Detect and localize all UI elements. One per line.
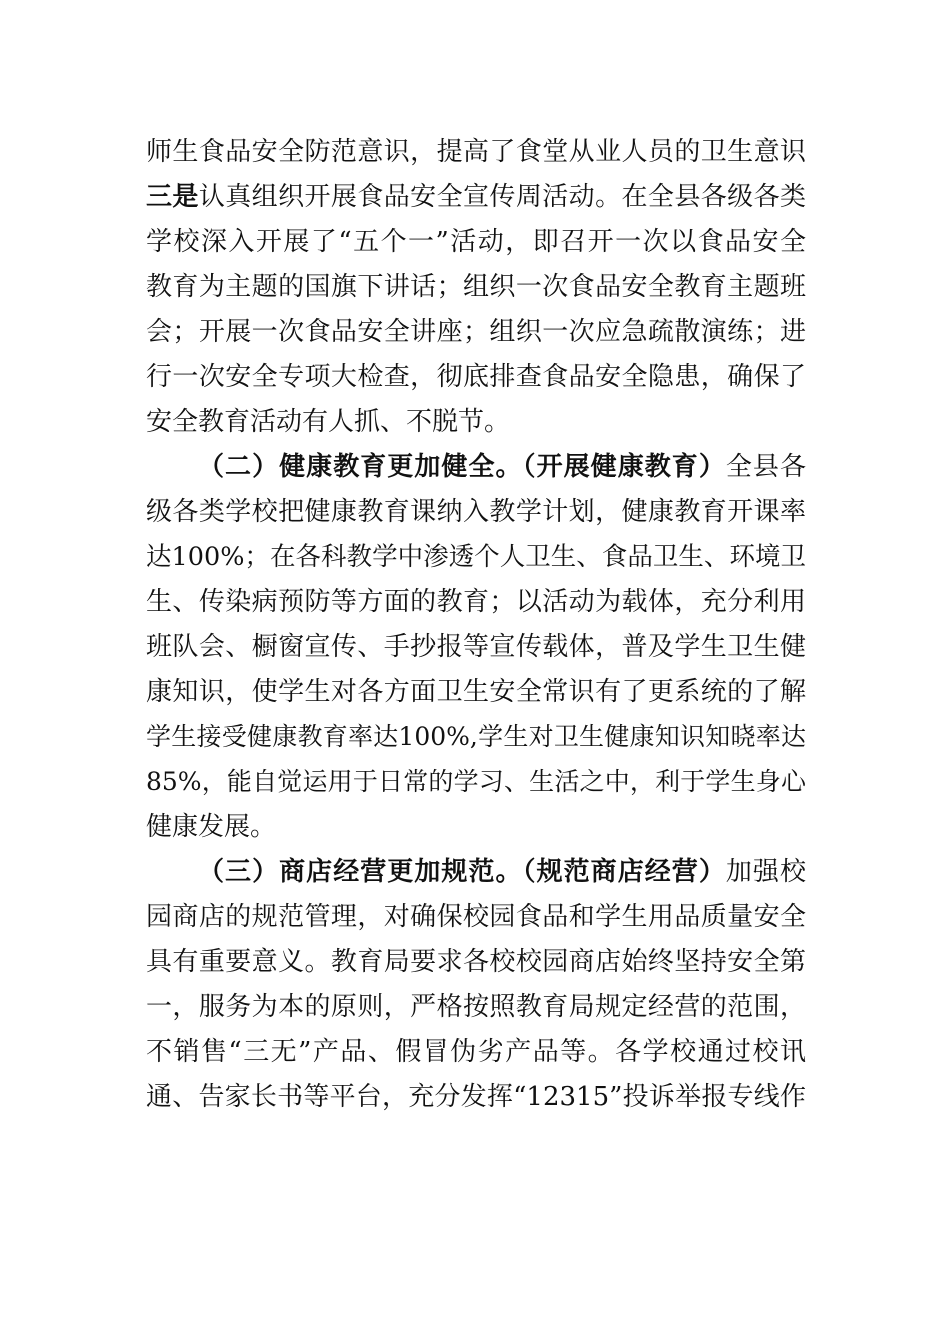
text-line-13: 康知识，使学生对各方面卫生安全常识有了更系统的了解 bbox=[146, 677, 806, 707]
text-line-7: 安全教育活动有人抓、不脱节。 bbox=[146, 407, 511, 437]
text-line-5: 会；开展一次食品安全讲座；组织一次应急疏散演练；进 bbox=[146, 317, 806, 347]
text-line-10: 达100%；在各科教学中渗透个人卫生、食品卫生、环境卫 bbox=[146, 542, 806, 572]
text-line-2: 三是认真组织开展食品安全宣传周活动。在全县各级各类 bbox=[146, 182, 806, 212]
text-line-21: 不销售“三无”产品、假冒伪劣产品等。各学校通过校讯 bbox=[146, 1037, 806, 1067]
text-line-14: 学生接受健康教育率达100%,学生对卫生健康知识知晓率达 bbox=[146, 722, 806, 751]
bold-run: 三是 bbox=[146, 182, 199, 212]
text-line-12: 班队会、橱窗宣传、手抄报等宣传载体，普及学生卫生健 bbox=[146, 632, 806, 662]
text-line-6: 行一次安全专项大检查，彻底排查食品安全隐患，确保了 bbox=[146, 362, 806, 392]
text-line-1: 师生食品安全防范意识，提高了食堂从业人员的卫生意识 bbox=[146, 137, 806, 167]
text-line-22: 通、告家长书等平台，充分发挥“12315”投诉举报专线作 bbox=[146, 1082, 806, 1112]
text-line-18: 园商店的规范管理，对确保校园食品和学生用品质量安全 bbox=[146, 902, 806, 932]
text-line-9: 级各类学校把健康教育课纳入教学计划，健康教育开课率 bbox=[146, 497, 806, 527]
text-line-16: 健康发展。 bbox=[146, 812, 277, 842]
text-line-20: 一，服务为本的原则，严格按照教育局规定经营的范围， bbox=[146, 992, 806, 1022]
text-line-19: 具有重要意义。教育局要求各校校园商店始终坚持安全第 bbox=[146, 947, 806, 977]
bold-run: （三）商店经营更加规范。（规范商店经营） bbox=[198, 857, 726, 887]
text-line-11: 生、传染病预防等方面的教育；以活动为载体，充分利用 bbox=[146, 587, 806, 617]
text-line-3: 学校深入开展了“五个一”活动，即召开一次以食品安全 bbox=[146, 227, 806, 257]
section-heading-2: （二）健康教育更加健全。（开展健康教育）全县各 bbox=[198, 452, 806, 482]
section-heading-3: （三）商店经营更加规范。（规范商店经营）加强校 bbox=[198, 857, 806, 887]
text-line-4: 教育为主题的国旗下讲话；组织一次食品安全教育主题班 bbox=[146, 272, 806, 302]
text-line-15: 85%，能自觉运用于日常的学习、生活之中，利于学生身心 bbox=[146, 767, 806, 796]
bold-run: （二）健康教育更加健全。（开展健康教育） bbox=[198, 452, 726, 482]
